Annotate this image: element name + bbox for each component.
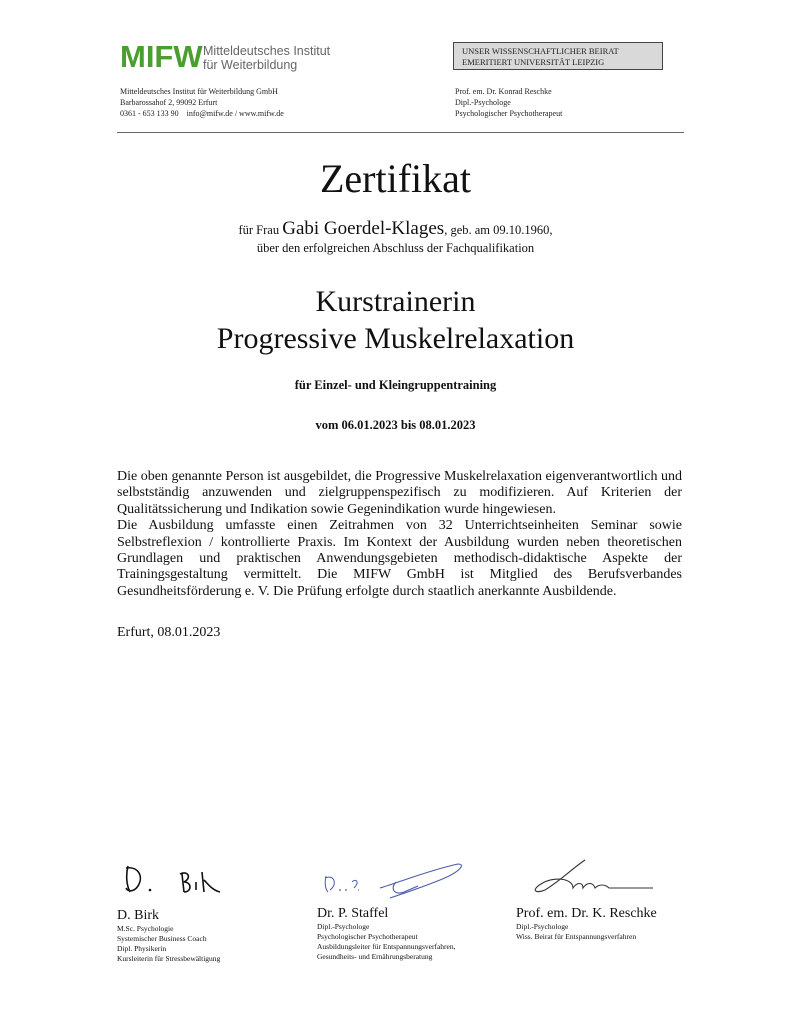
beirat-line-2: EMERITIERT UNIVERSITÄT LEIPZIG	[462, 56, 605, 67]
signature-block-birk	[117, 908, 220, 964]
mifw-logo-mark: MIFW	[120, 39, 203, 74]
qualification-subtitle: für Einzel- und Kleingruppentraining	[294, 378, 497, 392]
signature-reschke-icon	[525, 858, 665, 898]
recipient-line-2: über den erfolgreichen Abschluss der Fachqualifikation	[256, 241, 535, 255]
signatory-name: D. Birk	[117, 908, 159, 923]
title-line: Psychologischer Psychotherapeut	[317, 932, 418, 941]
scientific-board-box	[453, 42, 663, 70]
org-name: Mitteldeutsches Institut für Weiterbildung GmbH	[120, 87, 278, 96]
beirat-degree: Dipl.-Psychologe	[455, 98, 511, 107]
title-line: Dipl. Physikerin	[117, 944, 167, 953]
recipient-block	[0, 220, 791, 257]
qualification-line-2: Progressive Muskelrelaxation	[216, 322, 575, 355]
signature-block-staffel	[317, 906, 456, 962]
signatory-titles	[117, 924, 220, 964]
organization-info	[120, 86, 284, 119]
signatory-name: Prof. em. Dr. K. Reschke	[516, 906, 657, 921]
certificate-body	[117, 469, 682, 600]
org-contact: 0361 - 653 133 90 info@mifw.de / www.mifw.de	[120, 109, 284, 118]
recipient-prefix: für Frau	[238, 223, 283, 237]
header-divider	[117, 132, 684, 133]
title-line: Dipl.-Psychologe	[317, 922, 370, 931]
place-and-date: Erfurt, 08.01.2023	[117, 625, 221, 640]
org-address: Barbarossahof 2, 99092 Erfurt	[120, 98, 218, 107]
body-paragraph-1: Die oben genannte Person ist ausgebildet, die Progressive Muskelrelaxation eigenverantwortlich und selbstständig anzuwenden und zielgruppenspezifisch zu modifizieren. Auf Kriterien der Qualitätssicherung und Indikation sowie Gegenindikation wurde hingewiesen.	[117, 469, 682, 517]
signature-staffel-icon	[320, 858, 470, 906]
signatory-titles	[317, 922, 456, 962]
body-paragraph-2: Die Ausbildung umfasste einen Zeitrahmen von 32 Unterrichtseinheiten Seminar sowie Selbstreflexion / kontrollierte Praxis. Im Kontext der Ausbildung wurden neben theoretischen Grundlagen und praktischen Anwendungsgebieten methodisch-didaktische Aspekte der Trainingsgestaltung vermittelt. Die MIFW GmbH ist Mitglied des Berufsverbandes Gesundheitsförderung e. V. Die Prüfung erfolgte durch staatlich anerkannte Ausbildende.	[117, 518, 682, 599]
logo-line-2: für Weiterbildung	[203, 58, 298, 72]
title-line: M.Sc. Psychologie	[117, 924, 174, 933]
beirat-role: Psychologischer Psychotherapeut	[455, 109, 563, 118]
scientific-board-info	[455, 86, 562, 119]
title-line: Kursleiterin für Stressbewältigung	[117, 954, 221, 963]
signature-block-reschke	[516, 906, 657, 942]
beirat-person: Prof. em. Dr. Konrad Reschke	[455, 87, 552, 96]
certificate-title: Zertifikat	[319, 156, 472, 201]
course-dates: vom 06.01.2023 bis 08.01.2023	[315, 418, 476, 432]
signatory-name: Dr. P. Staffel	[317, 906, 389, 921]
beirat-line-1: UNSER WISSENSCHAFTLICHER BEIRAT	[462, 46, 619, 56]
title-line: Systemischer Business Coach	[117, 934, 207, 943]
mifw-logo-text	[203, 44, 330, 72]
title-line: Gesundheits- und Ernährungsberatung	[317, 952, 433, 961]
title-line: Ausbildungsleiter für Entspannungsverfahren,	[317, 942, 456, 951]
qualification-line-1: Kurstrainerin	[315, 285, 476, 318]
recipient-suffix: , geb. am 09.10.1960,	[444, 223, 553, 237]
qualification-title	[0, 283, 791, 357]
recipient-name: Gabi Goerdel-Klages	[282, 218, 445, 239]
recipient-line	[0, 220, 791, 239]
title-line: Dipl.-Psychologe	[516, 922, 569, 931]
signatory-titles	[516, 922, 657, 942]
title-line: Wiss. Beirat für Entspannungsverfahren	[516, 932, 637, 941]
signature-birk-icon	[120, 860, 240, 900]
logo-line-1: Mitteldeutsches Institut	[203, 44, 331, 58]
